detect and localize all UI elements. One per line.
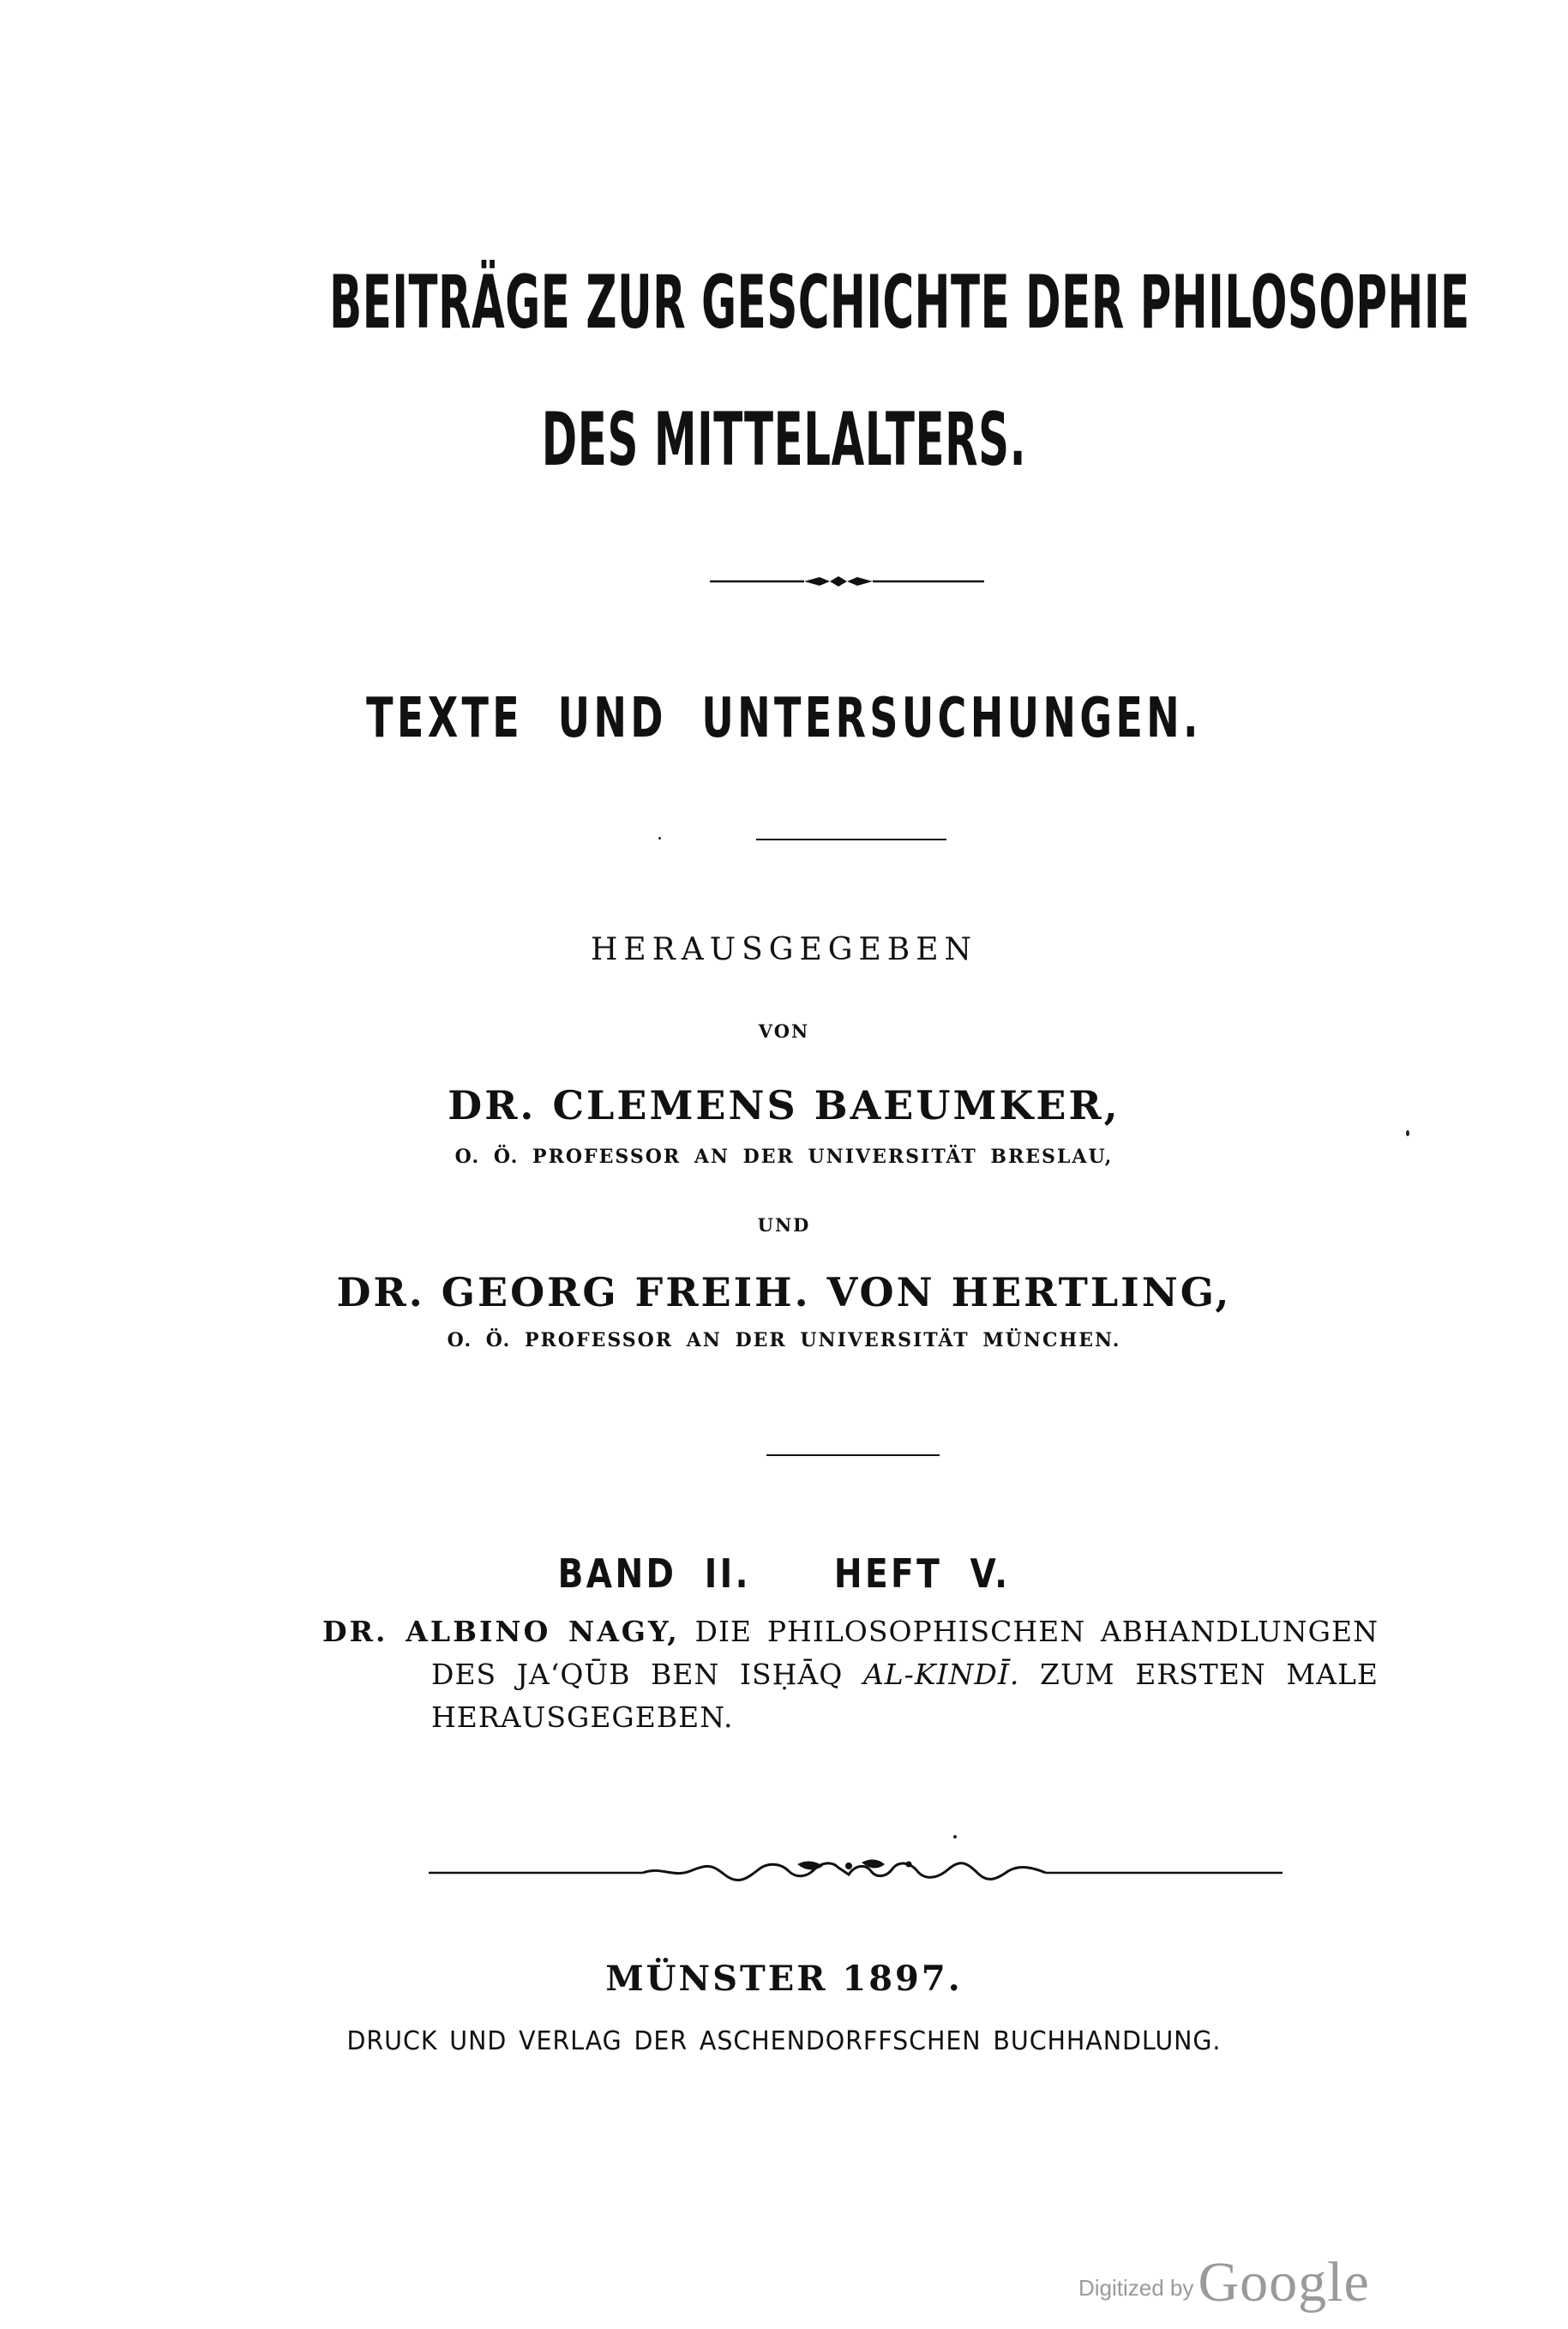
und-label: UND — [757, 1214, 811, 1236]
divider-rule-1 — [756, 839, 946, 840]
editor-2-name: DR. GEORG FREIH. VON HERTLING, — [336, 1269, 1232, 1315]
imprint-printer: DRUCK UND VERLAG DER ASCHENDORFFSCHEN BUCHHANDLUNG. — [346, 2026, 1222, 2056]
editor-1-name: DR. CLEMENS BAEUMKER, — [448, 1082, 1120, 1128]
scan-speck — [658, 837, 661, 840]
contents-author: DR. ALBINO NAGY, — [322, 1615, 680, 1648]
subtitle: TEXTE UND UNTERSUCHUNGEN. — [366, 687, 1202, 750]
watermark-prefix: Digitized by — [1078, 2275, 1194, 2301]
contents-entry — [322, 1610, 1379, 1739]
google-logo: Google — [1198, 2251, 1370, 2314]
divider-rule-2 — [766, 1454, 940, 1456]
contents-line-1-rest: DIE PHILOSOPHISCHEN ABHANDLUNGEN — [694, 1615, 1379, 1648]
editor-2-role: O. Ö. PROFESSOR AN DER UNIVERSITÄT MÜNCHEN. — [447, 1329, 1121, 1351]
edited-by-heading: HERAUSGEGEBEN — [590, 932, 978, 967]
contents-line-1 — [322, 1610, 1379, 1653]
scan-speck — [953, 1835, 957, 1839]
digitized-watermark — [1078, 2250, 1439, 2319]
scan-speck — [1406, 1130, 1409, 1136]
editor-1-role: O. Ö. PROFESSOR AN DER UNIVERSITÄT BRESLAU, — [454, 1146, 1114, 1168]
imprint-place-year: MÜNSTER 1897. — [605, 1959, 963, 1999]
contents-line-2-b: ZUM ERSTEN MALE — [1040, 1658, 1379, 1691]
contents-line-2-a: DES JA‘QŪB BEN ISḤĀQ — [431, 1658, 844, 1691]
flourish-divider — [429, 1856, 1283, 1887]
contents-line-2-italic: AL-KINDĪ. — [862, 1658, 1020, 1691]
contents-line-3: HERAUSGEGEBEN. — [431, 1700, 734, 1734]
ornament-divider-top — [710, 573, 984, 590]
contents-line-2 — [322, 1653, 1379, 1696]
von-label: VON — [758, 1020, 810, 1042]
title-line-2: DES MITTELALTERS. — [541, 397, 1027, 483]
title-line-1: BEITRÄGE ZUR GESCHICHTE DER PHILOSOPHIE — [329, 260, 1470, 346]
volume-issue: BAND II. HEFT V. — [557, 1550, 1011, 1597]
